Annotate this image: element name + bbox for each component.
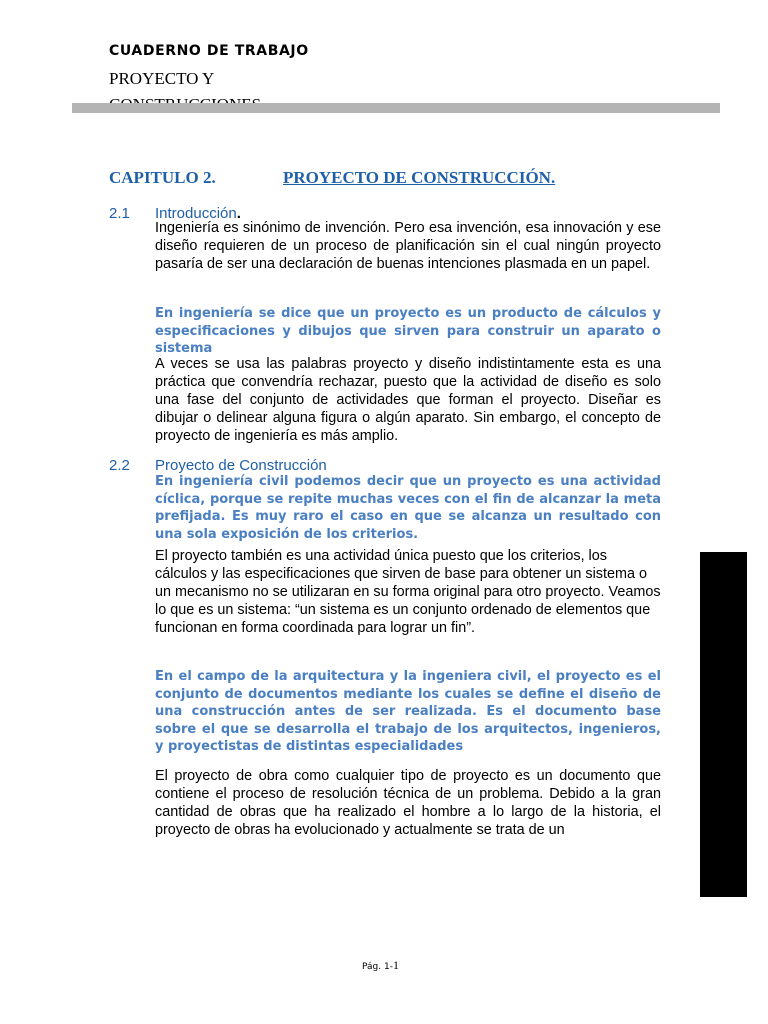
highlight-paragraph: En el campo de la arquitectura y la ingeniera civil, el proyecto es el conjunto de documentos mediante los cuales se define el diseño de una construcción antes de ser realizada. Es el documento base sobre el que se desarrolla el trabajo de los arquitectos, ingenieros, y proyectistas de distintas especialidades (155, 669, 661, 754)
page-footer (362, 958, 399, 973)
highlight-paragraph: En ingeniería se dice que un proyecto es un producto de cálculos y especificaciones y dibujos que sirven para construir un aparato o sistema (155, 306, 661, 356)
section-number: 2.1 (109, 205, 130, 222)
highlight-paragraph: En ingeniería civil podemos decir que un proyecto es una actividad cíclica, porque se repite muchas veces con el fin de alcanzar la meta prefijada. Es muy raro el caso en que se alcanza un resultado con una sola exposición de los criterios. (155, 474, 661, 542)
header-subtitle: PROYECTO Y (109, 69, 214, 88)
header-divider (72, 103, 720, 113)
body-paragraph: El proyecto también es una actividad única puesto que los criterios, los cálculos y las especificaciones que sirven de base para obtener un sistema o un mecanismo no se utilizaran en su forma original para otro proyecto. Veamos lo que es un sistema: “un sistema es un conjunto ordenado de elementos que funcionan en forma coordinada para lograr un fin”. (155, 548, 661, 636)
body-paragraph: Ingeniería es sinónimo de invención. Pero esa invención, esa innovación y ese diseño requieren de un proceso de planificación sin el cual ningún proyecto pasaría de ser una declaración de buenas intenciones plasmada en un papel. (155, 220, 661, 272)
page-label: Pág. 1- (362, 962, 393, 972)
section-title-text: Introducción (155, 205, 237, 222)
page-number: 1 (392, 958, 399, 972)
chapter-label: CAPITULO 2. (109, 168, 216, 187)
body-paragraph: A veces se usa las palabras proyecto y diseño indistintamente esta es una práctica que convendría rechazar, puesto que la actividad de diseño es solo una fase del conjunto de actividades que forman el proyecto. Diseñar es dibujar o delinear alguna figura o algún aparato. Sin embargo, el concepto de proyecto de ingeniería es más amplio. (155, 356, 661, 444)
chapter-title: PROYECTO DE CONSTRUCCIÓN. (283, 168, 556, 187)
header-title: CUADERNO DE TRABAJO (109, 43, 309, 59)
section-title-suffix: . (236, 205, 241, 222)
side-tab-block (700, 552, 747, 897)
section-number: 2.2 (109, 457, 130, 474)
body-paragraph: El proyecto de obra como cualquier tipo de proyecto es un documento que contiene el proceso de resolución técnica de un problema. Debido a la gran cantidad de obras que ha realizado el hombre a lo largo de la historia, el proyecto de obras ha evolucionado y actualmente se trata de un (155, 768, 661, 838)
section-title: Proyecto de Construcción (155, 457, 327, 474)
